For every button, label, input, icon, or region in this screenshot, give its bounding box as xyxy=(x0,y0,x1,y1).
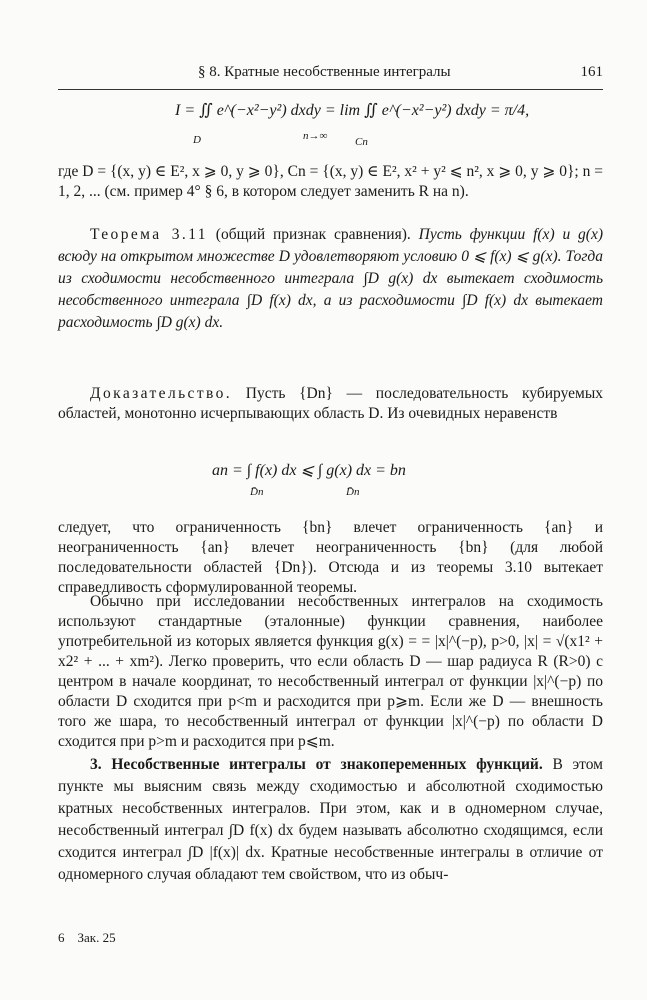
equation-1 xyxy=(175,100,535,152)
footer-order: Зак. 25 xyxy=(77,930,116,945)
paragraph-3-text: Обычно при исследовании несобственных интегралов на сходимость используют стандартные (эталонные) функции сравнения, наиболее употребительной из которых является функция g(x) = = |x|^(−p), p>0, |x| = √(x1² + x2² + ... + xm²). Легко проверить, что если область D — шар радиуса R (R>0) с центром в начале координат, то несобственный интеграл от функции |x|^(−p) по области D сходится при p<m и расходится при p⩾m. Если же D — внешность того же шара, то несобственный интеграл от функции |x|^(−p) по области D сходится при p>m и расходится при p⩽m. xyxy=(58,593,603,750)
paragraph-2 xyxy=(58,518,603,598)
paragraph-1-text: где D = {(x, y) ∈ E², x ⩾ 0, y ⩾ 0}, Cn = {(x, y) ∈ E², x² + y² ⩽ n², x ⩾ 0, y ⩾ 0}; n = 1, 2, ... (см. пример 4° § 6, в котором следует заменить R на n). xyxy=(58,163,603,200)
equation-1-limit: n→∞ xyxy=(303,130,328,142)
section-3 xyxy=(58,754,603,886)
equation-1-text: I = ∬ e^(−x²−y²) dxdy = lim ∬ e^(−x²−y²) dxdy = π/4, xyxy=(175,102,530,119)
equation-1-domain: D xyxy=(193,134,201,146)
header-rule xyxy=(58,89,603,90)
section-3-text: В этом пункте мы выясним связь между сходимостью и абсолютной сходимостью кратных несобственных интегралов. При этом, как и в одномерном случае, несобственный интеграл ∫D f(x) dx будем называть абсолютно сходящимся, если сходится интеграл ∫D |f(x)| dx. Кратные несобственные интегралы в отличие от одномерного случая обладают тем свойством, что из обыч- xyxy=(58,756,603,883)
paragraph-3 xyxy=(58,592,603,752)
page-header xyxy=(58,62,603,86)
theorem-title: Теорема 3.11 xyxy=(90,226,208,243)
equation-2 xyxy=(212,460,482,508)
equation-1-domain2: Cn xyxy=(355,136,368,148)
paragraph-1 xyxy=(58,162,603,202)
equation-2-text: an = ∫ f(x) dx ⩽ ∫ g(x) dx = bn xyxy=(212,462,406,479)
header-title: § 8. Кратные несобственные интегралы xyxy=(198,64,451,80)
proof-text: Пусть {Dn} — последовательность кубируемых областей, монотонно исчерпывающих область D. Из очевидных неравенств xyxy=(58,385,604,422)
proof-title: Доказательство. xyxy=(90,385,233,402)
section-3-title: 3. Несобственные интегралы от знакопеременных функций. xyxy=(90,756,543,773)
footer xyxy=(58,930,116,946)
theorem-body: Пусть функции f(x) и g(x) всюду на открытом множестве D удовлетворяют условию 0 ⩽ f(x) ⩽ g(x). Тогда из сходимости несобственного интеграла ∫D g(x) dx вытекает сходимость несобственного интеграла ∫D f(x) dx, а из расходимости ∫D f(x) dx вытекает расходимость ∫D g(x) dx. xyxy=(58,226,604,331)
paragraph-2-text: следует, что ограниченность {bn} влечет ограниченность {an} и неограниченность {an} влечет неограниченность {bn} (для любой последовательности областей {Dn}). Отсюда и из теоремы 3.10 вытекает справедливость сформулированной теоремы. xyxy=(58,519,603,596)
proof xyxy=(58,384,603,424)
footer-mark: 6 xyxy=(58,930,65,945)
theorem-name: (общий признак сравнения). xyxy=(215,226,411,243)
theorem xyxy=(58,224,603,334)
equation-2-domain-b: D̄n xyxy=(346,486,360,498)
equation-2-domain-a: D̄n xyxy=(250,486,264,498)
page-number: 161 xyxy=(580,64,603,80)
